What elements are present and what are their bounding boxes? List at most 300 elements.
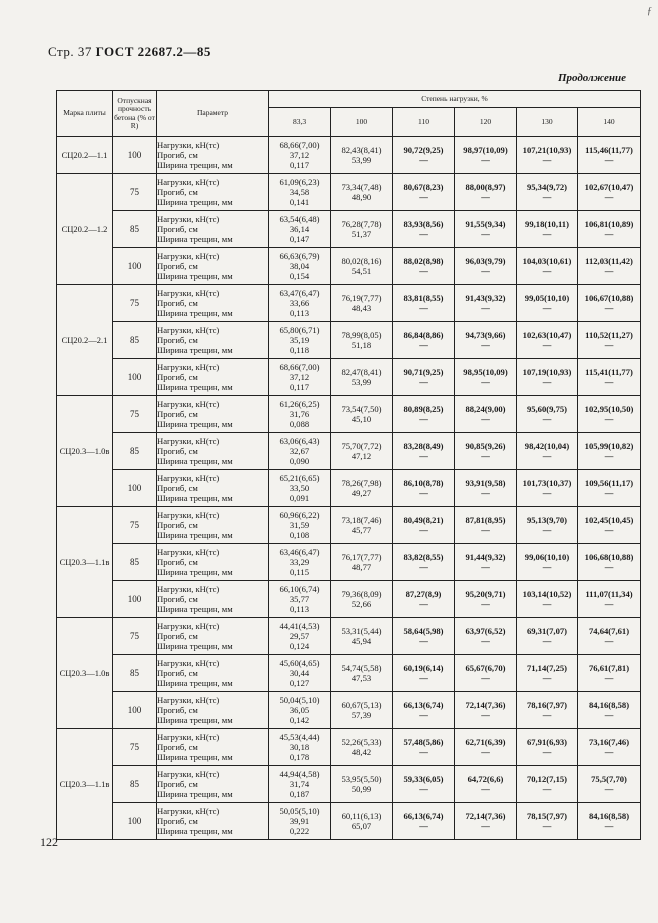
parameter-labels: [157, 766, 269, 803]
value-cell-100: [331, 692, 393, 729]
cell-value: 54,74(5,58): [341, 662, 382, 673]
cell-value: 84,16(8,58): [588, 810, 630, 821]
value-cell-100: [331, 322, 393, 359]
cell-value: 0,117: [289, 382, 310, 393]
release-strength: 100: [113, 470, 157, 507]
value-cell-120: [455, 174, 517, 211]
cell-value: —: [604, 784, 614, 794]
parameter-label: Прогиб, см: [157, 630, 198, 641]
value-cell-140: [578, 174, 641, 211]
cell-value: 103,14(10,52): [522, 588, 572, 599]
parameter-label: Прогиб, см: [157, 815, 198, 826]
value-cell-130: [517, 396, 578, 433]
parameter-labels: [157, 433, 269, 470]
cell-value: —: [419, 821, 428, 831]
cell-value: 96,03(9,79): [465, 255, 506, 266]
value-cell-130: [517, 359, 578, 396]
cell-value: —: [419, 266, 428, 276]
cell-value: —: [419, 414, 428, 424]
table-row: [57, 581, 641, 618]
cell-value: —: [542, 821, 552, 831]
cell-value: 47,12: [351, 451, 372, 461]
cell-value: 73,34(7,48): [341, 181, 382, 192]
value-cell-130: [517, 248, 578, 285]
cell-value: 75,5(7,70): [591, 773, 627, 784]
cell-value: —: [604, 599, 614, 609]
parameter-label: Нагрузки, кН(тс): [157, 694, 220, 705]
parameter-label: Ширина трещин, мм: [157, 678, 233, 689]
cell-value: 38,04: [289, 260, 310, 271]
value-cell-83: [269, 174, 331, 211]
cell-value: 82,47(8,41): [341, 366, 382, 377]
parameter-labels: [157, 581, 269, 618]
value-cell-140: [578, 544, 641, 581]
parameter-label: Ширина трещин, мм: [157, 345, 233, 356]
cell-value: 102,63(10,47): [522, 329, 572, 340]
cell-value: 66,63(6,79): [279, 250, 320, 261]
cell-value: —: [604, 229, 614, 239]
parameter-label: Ширина трещин, мм: [157, 197, 233, 208]
cell-value: 78,26(7,98): [341, 477, 382, 488]
cell-value: —: [481, 192, 490, 202]
cell-value: 68,66(7,00): [279, 361, 320, 372]
value-cell-83: [269, 655, 331, 692]
value-cell-110: [393, 766, 455, 803]
value-cell-83: [269, 248, 331, 285]
cell-value: 58,64(5,98): [403, 625, 444, 636]
table-row: [57, 655, 641, 692]
parameter-label: Нагрузки, кН(тс): [157, 435, 220, 446]
parameter-label: Прогиб, см: [157, 741, 198, 752]
cell-value: 99,18(10,11): [525, 218, 569, 229]
cell-value: 57,39: [351, 710, 372, 720]
cell-value: 57,48(5,86): [403, 736, 444, 747]
cell-value: —: [604, 377, 614, 387]
cell-value: —: [481, 673, 490, 683]
value-cell-140: [578, 285, 641, 322]
cell-value: —: [542, 340, 552, 350]
cell-value: 101,73(10,37): [522, 477, 572, 488]
cell-value: 95,60(9,75): [526, 403, 568, 414]
value-cell-83: [269, 692, 331, 729]
parameter-labels: [157, 211, 269, 248]
parameter-label: Ширина трещин, мм: [157, 604, 233, 615]
cell-value: 78,16(7,97): [526, 699, 568, 710]
standard-number: ГОСТ 22687.2—85: [95, 44, 211, 59]
parameter-labels: [157, 322, 269, 359]
cell-value: 61,26(6,25): [279, 398, 320, 409]
cell-value: —: [481, 784, 490, 794]
value-cell-110: [393, 507, 455, 544]
cell-value: 102,95(10,50): [584, 403, 634, 414]
cell-value: —: [542, 229, 552, 239]
value-cell-120: [455, 248, 517, 285]
release-strength: 100: [113, 581, 157, 618]
release-strength: 85: [113, 766, 157, 803]
cell-value: 64,72(6,6): [467, 773, 504, 784]
cell-value: 63,06(6,43): [279, 435, 320, 446]
cell-value: —: [542, 192, 552, 202]
cell-value: 0,141: [289, 197, 310, 208]
cell-value: 48,90: [351, 192, 372, 202]
cell-value: 31,74: [289, 778, 310, 789]
cell-value: —: [481, 525, 490, 535]
cell-value: 105,99(10,82): [584, 440, 634, 451]
cell-value: 94,73(9,66): [465, 329, 506, 340]
value-cell-83: [269, 618, 331, 655]
cell-value: —: [419, 710, 428, 720]
parameter-label: Ширина трещин, мм: [157, 308, 233, 319]
release-strength: 100: [113, 692, 157, 729]
cell-value: 63,54(6,48): [279, 213, 320, 224]
table-row: [57, 211, 641, 248]
cell-value: 48,42: [351, 747, 372, 757]
cell-value: 49,27: [351, 488, 372, 498]
cell-value: 86,10(8,78): [403, 477, 444, 488]
cell-value: —: [542, 266, 552, 276]
value-cell-110: [393, 211, 455, 248]
cell-value: 0,118: [289, 345, 310, 356]
value-cell-130: [517, 211, 578, 248]
value-cell-130: [517, 322, 578, 359]
cell-value: 76,28(7,78): [341, 218, 382, 229]
value-cell-130: [517, 433, 578, 470]
parameter-label: Прогиб, см: [157, 667, 198, 678]
cell-value: 61,09(6,23): [279, 176, 320, 187]
release-strength: 75: [113, 174, 157, 211]
value-cell-120: [455, 618, 517, 655]
value-cell-100: [331, 248, 393, 285]
cell-value: 63,46(6,47): [279, 546, 320, 557]
cell-value: 45,10: [351, 414, 372, 424]
value-cell-120: [455, 470, 517, 507]
slab-mark: СЦ20.3—1.1в: [57, 729, 113, 840]
cell-value: 82,43(8,41): [341, 144, 382, 155]
value-cell-120: [455, 581, 517, 618]
parameter-label: Прогиб, см: [157, 223, 198, 234]
cell-value: —: [481, 229, 490, 239]
cell-value: —: [604, 340, 614, 350]
cell-value: 0,117: [289, 160, 310, 171]
cell-value: 60,19(6,14): [403, 662, 444, 673]
value-cell-83: [269, 211, 331, 248]
cell-value: 47,53: [351, 673, 372, 683]
cell-value: 30,18: [289, 741, 310, 752]
cell-value: 112,03(11,42): [585, 255, 633, 266]
cell-value: 90,71(9,25): [403, 366, 444, 377]
table-row: [57, 433, 641, 470]
parameter-label: Прогиб, см: [157, 334, 198, 345]
cell-value: 65,21(6,65): [279, 472, 320, 483]
cell-value: 83,82(8,55): [403, 551, 444, 562]
cell-value: 99,05(10,10): [524, 292, 570, 303]
value-cell-83: [269, 359, 331, 396]
value-cell-100: [331, 396, 393, 433]
cell-value: —: [542, 710, 552, 720]
value-cell-120: [455, 359, 517, 396]
cell-value: —: [604, 451, 614, 461]
cell-value: 91,55(9,34): [465, 218, 506, 229]
cell-value: 102,45(10,45): [584, 514, 634, 525]
cell-value: 60,96(6,22): [279, 509, 320, 520]
parameter-label: Ширина трещин, мм: [157, 826, 233, 837]
cell-value: 44,94(4,58): [279, 768, 320, 779]
table-row: [57, 692, 641, 729]
cell-value: —: [604, 155, 614, 165]
value-cell-120: [455, 433, 517, 470]
parameter-labels: [157, 359, 269, 396]
parameter-label: Нагрузки, кН(тс): [157, 731, 220, 742]
value-cell-130: [517, 729, 578, 766]
cell-value: —: [542, 303, 552, 313]
cell-value: —: [419, 155, 428, 165]
page-header: [48, 44, 211, 60]
cell-value: 63,97(6,52): [465, 625, 506, 636]
value-cell-120: [455, 211, 517, 248]
cell-value: —: [604, 747, 614, 757]
cell-value: 53,99: [351, 155, 372, 165]
cell-value: 65,67(6,70): [465, 662, 506, 673]
release-strength: 85: [113, 211, 157, 248]
load-test-table: [56, 90, 641, 840]
value-cell-83: [269, 285, 331, 322]
value-cell-120: [455, 137, 517, 174]
cell-value: 73,54(7,50): [341, 403, 382, 414]
table-row: [57, 507, 641, 544]
value-cell-110: [393, 433, 455, 470]
cell-value: —: [542, 636, 552, 646]
cell-value: —: [419, 747, 428, 757]
cell-value: 106,81(10,89): [584, 218, 634, 229]
parameter-label: Ширина трещин, мм: [157, 382, 233, 393]
cell-value: 33,50: [289, 482, 310, 493]
cell-value: 31,59: [289, 519, 310, 530]
cell-value: 106,68(10,88): [584, 551, 634, 562]
cell-value: 53,31(5,44): [341, 625, 382, 636]
table-row: [57, 285, 641, 322]
cell-value: 33,29: [289, 556, 310, 567]
cell-value: —: [481, 636, 490, 646]
cell-value: 73,18(7,46): [341, 514, 382, 525]
parameter-label: Ширина трещин, мм: [157, 493, 233, 504]
value-cell-110: [393, 285, 455, 322]
parameter-label: Нагрузки, кН(тс): [157, 768, 220, 779]
cell-value: 53,95(5,50): [341, 773, 382, 784]
cell-value: 98,97(10,09): [463, 144, 508, 155]
cell-value: 115,46(11,77): [585, 144, 633, 155]
cell-value: 52,66: [351, 599, 372, 609]
parameter-label: Прогиб, см: [157, 408, 198, 419]
cell-value: —: [604, 488, 614, 498]
release-strength: 100: [113, 803, 157, 840]
value-cell-130: [517, 581, 578, 618]
parameter-label: Прогиб, см: [157, 260, 198, 271]
cell-value: 111,07(11,34): [585, 588, 633, 599]
cell-value: 66,13(6,74): [403, 699, 444, 710]
cell-value: 31,76: [289, 408, 310, 419]
cell-value: 60,67(5,13): [341, 699, 382, 710]
cell-value: 91,44(9,32): [465, 551, 506, 562]
release-strength: 85: [113, 433, 157, 470]
value-cell-140: [578, 396, 641, 433]
value-cell-140: [578, 507, 641, 544]
parameter-label: Прогиб, см: [157, 519, 198, 530]
parameter-labels: [157, 248, 269, 285]
table-row: [57, 322, 641, 359]
value-cell-110: [393, 618, 455, 655]
cell-value: —: [481, 710, 490, 720]
value-cell-110: [393, 692, 455, 729]
cell-value: 60,11(6,13): [341, 810, 382, 821]
cell-value: 0,108: [289, 530, 310, 541]
cell-value: —: [481, 821, 490, 831]
slab-mark: СЦ20.3—1.1в: [57, 507, 113, 618]
cell-value: 44,41(4,53): [279, 620, 320, 631]
cell-value: 90,85(9,26): [465, 440, 506, 451]
release-strength: 100: [113, 359, 157, 396]
parameter-labels: [157, 396, 269, 433]
value-cell-83: [269, 803, 331, 840]
cell-value: 0,142: [289, 715, 310, 726]
value-cell-120: [455, 766, 517, 803]
col-degree-header: Степень нагрузки, %: [269, 91, 641, 108]
cell-value: —: [542, 599, 552, 609]
parameter-labels: [157, 692, 269, 729]
parameter-label: Нагрузки, кН(тс): [157, 657, 220, 668]
cell-value: 0,187: [289, 789, 310, 800]
value-cell-83: [269, 544, 331, 581]
cell-value: 86,84(8,86): [403, 329, 444, 340]
cell-value: 88,02(8,98): [403, 255, 444, 266]
value-cell-120: [455, 803, 517, 840]
cell-value: 45,77: [351, 525, 372, 535]
cell-value: 37,12: [289, 371, 310, 382]
cell-value: 102,67(10,47): [584, 181, 634, 192]
cell-value: 0,124: [289, 641, 310, 652]
parameter-labels: [157, 655, 269, 692]
slab-mark: СЦ20.3—1.0в: [57, 396, 113, 507]
value-cell-110: [393, 174, 455, 211]
value-cell-120: [455, 729, 517, 766]
cell-value: 80,02(8,16): [341, 255, 382, 266]
value-cell-83: [269, 470, 331, 507]
cell-value: 62,71(6,39): [465, 736, 506, 747]
cell-value: 39,91: [289, 815, 310, 826]
cell-value: 29,57: [289, 630, 310, 641]
value-cell-110: [393, 581, 455, 618]
value-cell-100: [331, 470, 393, 507]
value-cell-110: [393, 322, 455, 359]
release-strength: 75: [113, 396, 157, 433]
value-cell-120: [455, 396, 517, 433]
parameter-label: Нагрузки, кН(тс): [157, 546, 220, 557]
col-param-header: Параметр: [157, 91, 269, 137]
parameter-label: Прогиб, см: [157, 556, 198, 567]
value-cell-130: [517, 507, 578, 544]
cell-value: 48,43: [351, 303, 372, 313]
cell-value: —: [604, 525, 614, 535]
parameter-label: Нагрузки, кН(тс): [157, 324, 220, 335]
value-cell-100: [331, 581, 393, 618]
parameter-label: Нагрузки, кН(тс): [157, 583, 220, 594]
table-row: [57, 470, 641, 507]
cell-value: 52,26(5,33): [341, 736, 382, 747]
parameter-label: Прогиб, см: [157, 482, 198, 493]
cell-value: 72,14(7,36): [465, 810, 506, 821]
cell-value: —: [604, 303, 614, 313]
value-cell-100: [331, 507, 393, 544]
release-strength: 75: [113, 729, 157, 766]
slab-mark: СЦ20.2—1.2: [57, 174, 113, 285]
parameter-label: Ширина трещин, мм: [157, 567, 233, 578]
value-cell-140: [578, 655, 641, 692]
cell-value: —: [604, 414, 614, 424]
parameter-label: Нагрузки, кН(тс): [157, 287, 220, 298]
cell-value: 50,05(5,10): [279, 805, 320, 816]
value-cell-140: [578, 433, 641, 470]
value-cell-110: [393, 803, 455, 840]
cell-value: 99,06(10,10): [524, 551, 570, 562]
cell-value: 76,17(7,77): [341, 551, 382, 562]
cell-value: 110,52(11,27): [585, 329, 633, 340]
cell-value: —: [542, 155, 552, 165]
cell-value: 79,36(8,09): [341, 588, 382, 599]
value-cell-120: [455, 322, 517, 359]
value-cell-140: [578, 470, 641, 507]
parameter-label: Прогиб, см: [157, 371, 198, 382]
degree-header-5: 140: [578, 108, 641, 137]
cell-value: —: [604, 562, 614, 572]
cell-value: 51,18: [351, 340, 372, 350]
cell-value: —: [542, 673, 552, 683]
cell-value: 0,091: [289, 493, 310, 504]
cell-value: 76,61(7,81): [588, 662, 630, 673]
parameter-labels: [157, 544, 269, 581]
value-cell-140: [578, 766, 641, 803]
cell-value: —: [419, 192, 428, 202]
degree-header-0: 83,3: [269, 108, 331, 137]
value-cell-130: [517, 137, 578, 174]
cell-value: —: [419, 488, 428, 498]
value-cell-100: [331, 729, 393, 766]
cell-value: 0,154: [289, 271, 310, 282]
parameter-label: Нагрузки, кН(тс): [157, 509, 220, 520]
parameter-label: Нагрузки, кН(тс): [157, 398, 220, 409]
slab-mark: СЦ20.2—1.1: [57, 137, 113, 174]
value-cell-140: [578, 248, 641, 285]
value-cell-120: [455, 544, 517, 581]
value-cell-83: [269, 433, 331, 470]
cell-value: 87,81(8,95): [465, 514, 506, 525]
cell-value: 109,56(11,17): [584, 477, 634, 488]
parameter-label: Прогиб, см: [157, 297, 198, 308]
cell-value: 95,34(9,72): [526, 181, 568, 192]
cell-value: —: [481, 155, 490, 165]
table-row: [57, 544, 641, 581]
value-cell-100: [331, 174, 393, 211]
value-cell-130: [517, 285, 578, 322]
value-cell-100: [331, 544, 393, 581]
parameter-label: Ширина трещин, мм: [157, 641, 233, 652]
table-row: [57, 248, 641, 285]
page-label: Стр. 37: [48, 44, 92, 59]
cell-value: 0,090: [289, 456, 310, 467]
value-cell-110: [393, 729, 455, 766]
cell-value: 0,222: [289, 826, 310, 837]
cell-value: —: [604, 710, 614, 720]
value-cell-140: [578, 803, 641, 840]
parameter-labels: [157, 507, 269, 544]
